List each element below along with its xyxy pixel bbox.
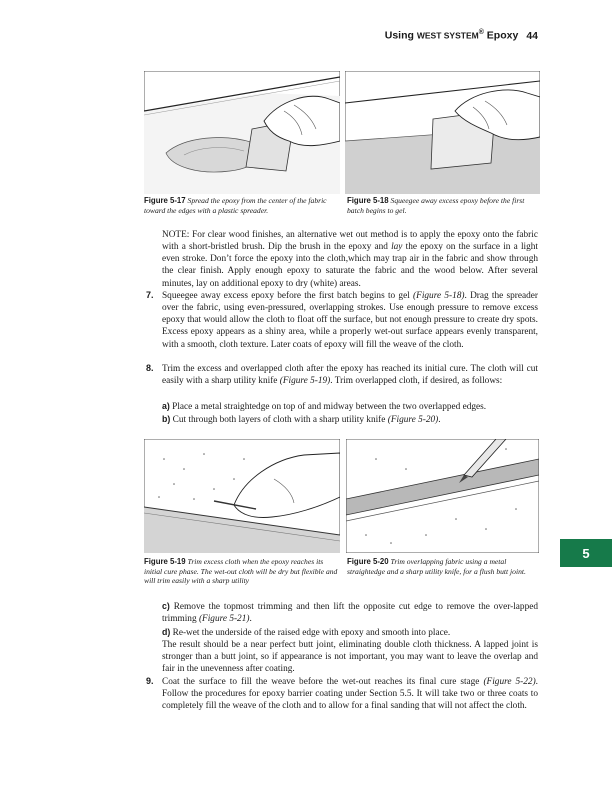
step-7-paragraph <box>162 290 538 351</box>
step-number: 9. <box>146 676 154 686</box>
figure-label: Figure 5-18 <box>347 196 389 205</box>
figure-caption-text: Trim overlapping fabric using a metal straightedge and a sharp utility knife, for a flush butt joint. <box>347 557 526 576</box>
figure-reference: (Figure 5-21) <box>198 614 250 625</box>
chapter-tab: 5 <box>560 539 612 567</box>
figure-reference: (Figure 5-20) <box>387 415 439 425</box>
figure-caption-text: Squeegee away excess epoxy before the first batch begins to gel. <box>347 196 525 215</box>
figure-label: Figure 5-19 <box>144 557 186 566</box>
figure-caption-text: Spread the epoxy from the center of the fabric toward the edges with a plastic spreader. <box>144 196 327 215</box>
step-number: 7. <box>146 290 154 300</box>
figure-5-20-illustration <box>346 439 539 553</box>
step-text-end: . Follow the procedures for epoxy barrier coating under Section 5.5. It will take two or three coats to completely fill the weave of the cloth and to allow for a final sanding that will not affect the cloth. <box>162 677 538 712</box>
figure-reference: (Figure 5-22) <box>483 677 536 687</box>
step-8c-paragraph <box>162 600 538 625</box>
substep-text: Remove the topmost trimming and then lift the opposite cut edge to remove the over-lapped trimming <box>162 602 538 625</box>
figure-5-19-illustration <box>144 439 340 553</box>
figure-label: Figure 5-20 <box>347 557 389 566</box>
page-number: 44 <box>526 29 538 42</box>
step-text: Coat the surface to fill the weave before the wet-out reaches its final cure stage <box>162 677 484 687</box>
substep-text: Cut through both layers of cloth with a sharp utility knife <box>170 415 388 425</box>
substep-label: c) <box>162 601 170 611</box>
step-text-end: . Trim overlapped cloth, if desired, as follows: <box>330 376 503 387</box>
header-title-prefix: Using <box>384 29 417 42</box>
figure-label: Figure 5-17 <box>144 196 186 205</box>
step-8d-paragraph <box>162 626 538 639</box>
figure-5-18-caption <box>347 196 539 215</box>
registered-mark: ® <box>478 29 484 36</box>
step-9-paragraph <box>162 676 538 712</box>
figure-5-20-caption <box>347 557 539 576</box>
figure-reference: (Figure 5-18) <box>413 291 465 301</box>
note-emphasis: lay <box>391 242 403 253</box>
step-text: Squeegee away excess epoxy before the first batch begins to gel <box>162 291 414 301</box>
result-paragraph: The result should be a near perfect butt joint, eliminating double cloth thickness. A lapped joint is stronger than a butt joint, so if appearance is not important, you may want to leave the overlap and fair in the unevenness after coating. <box>162 640 538 675</box>
substep-text-end: . <box>249 614 252 625</box>
header-title-brand: WEST SYSTEM <box>416 30 479 41</box>
running-header <box>385 29 538 42</box>
substep-text: Place a metal straightedge on top of and midway between the two overlapped edges. <box>169 402 487 412</box>
step-text-end: . Drag the spreader over the fabric, using even-pressured, overlapping strokes. Use enough pressure to remove excess epoxy that would allow the cloth to float off the surface, but not enough pressure to create dry spots. Excess epoxy appears as a shiny area, while a properly wet-out surface appears evenly transparent, with a smooth, cloth texture. Later coats of epoxy will fill the weave of the cloth. <box>162 291 539 350</box>
substep-label: b) <box>162 414 171 424</box>
note-text-end: the epoxy on the surface in a light even stroke. Don’t force the epoxy into the cloth,which may trap air in the fabric and show through the clear finish. Apply enough epoxy to saturate the fabric and the wood below. After several minutes, lay on additional epoxy to dry (white) areas. <box>162 242 538 289</box>
substep-label: d) <box>162 627 171 637</box>
substep-text: Re-wet the underside of the raised edge with epoxy and smooth into place. <box>170 628 451 638</box>
figure-5-17-caption <box>144 196 340 215</box>
step-number: 8. <box>146 363 154 373</box>
figure-5-18-illustration <box>345 71 540 194</box>
figure-caption-text: Trim excess cloth when the epoxy reaches its initial cure phase. The wet-out cloth will be dry but flexible and will trim easily with a sharp utility <box>144 557 338 586</box>
figure-5-19-caption <box>144 557 340 586</box>
step-8b-paragraph <box>162 413 538 426</box>
step-text: Trim the excess and overlapped cloth after the epoxy has reached its initial cure. The cloth will cut easily with a sharp utility knife <box>162 364 538 387</box>
note-text: NOTE: For clear wood finishes, an alternative wet out method is to apply the epoxy onto the fabric with a short-bristled brush. Dip the brush in the epoxy and <box>162 230 538 253</box>
step-8a-paragraph <box>162 400 538 413</box>
step-8-paragraph <box>162 363 538 387</box>
figure-5-17-illustration <box>144 71 340 194</box>
substep-text-end: . <box>438 415 441 425</box>
note-paragraph <box>162 229 538 290</box>
figure-reference: (Figure 5-19) <box>279 376 331 387</box>
header-title-suffix: Epoxy <box>483 29 519 42</box>
substep-label: a) <box>162 401 170 411</box>
